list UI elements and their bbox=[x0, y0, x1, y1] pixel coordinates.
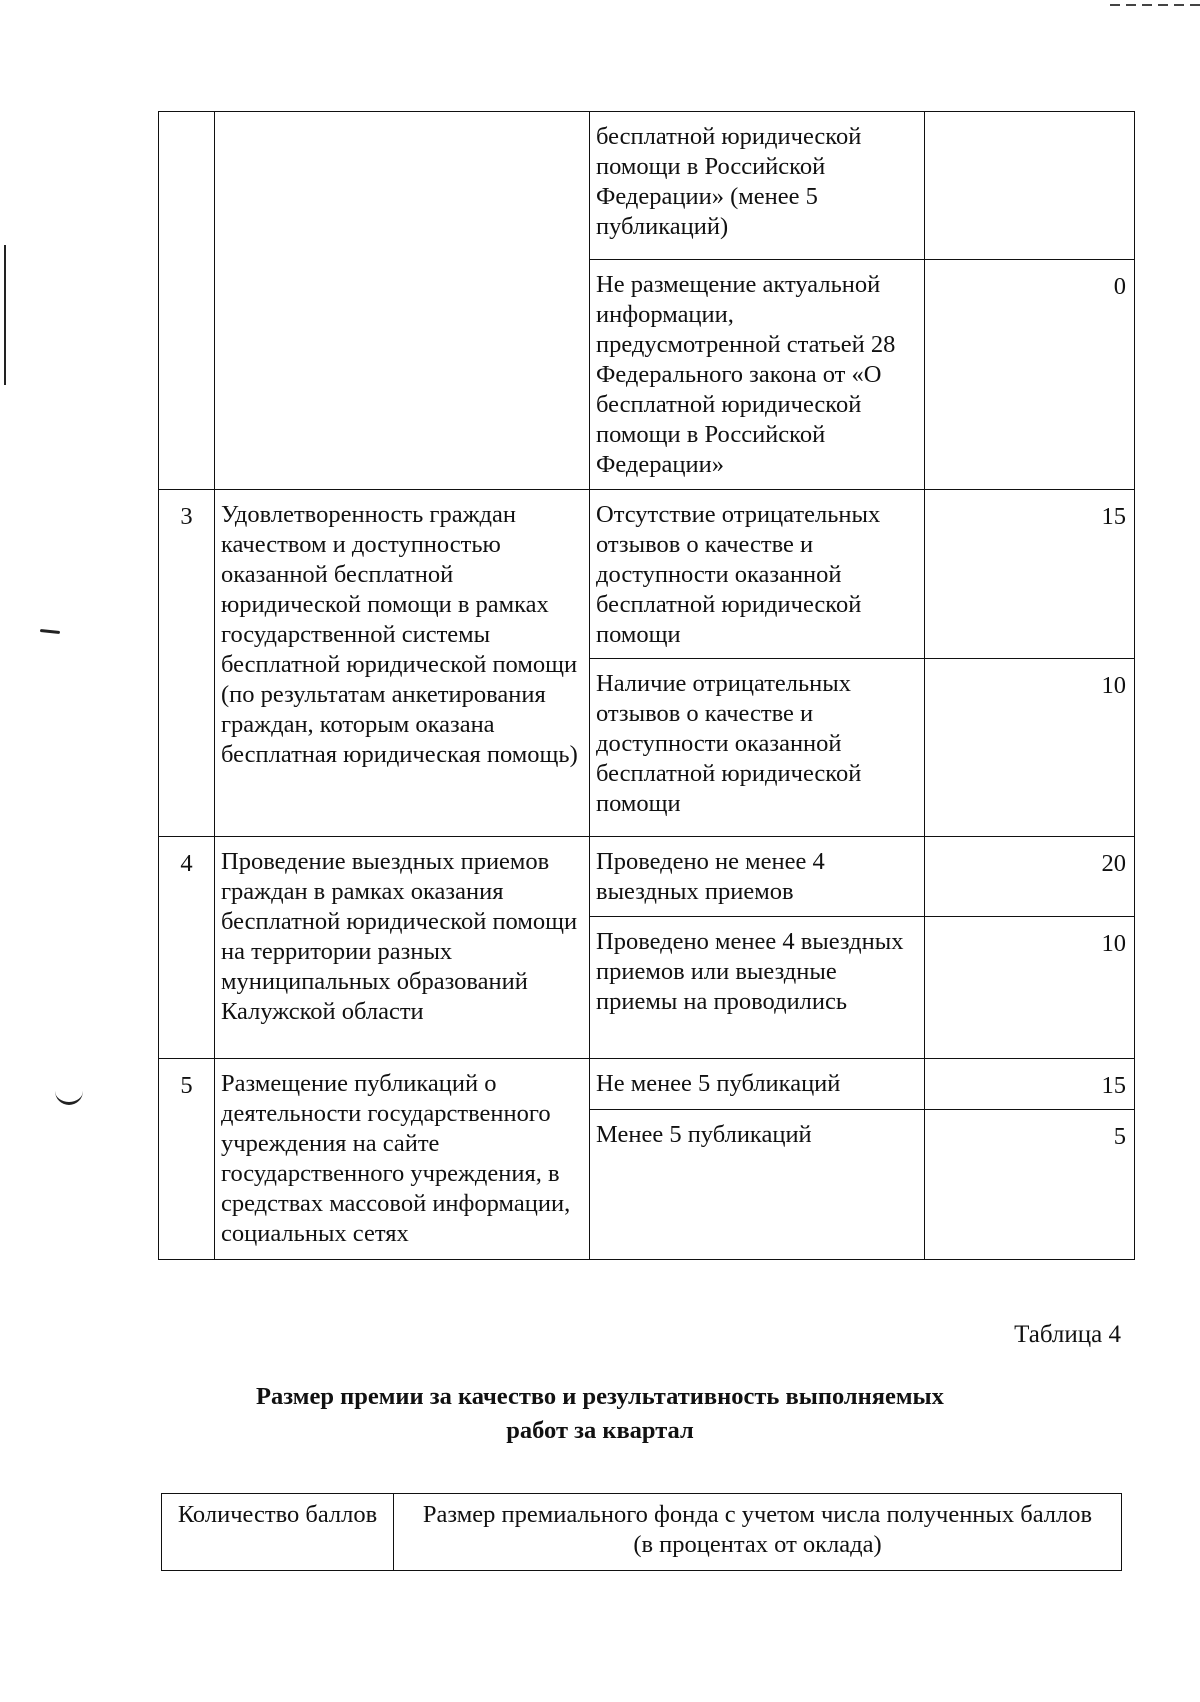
criterion-cell: Удовлетворенность граждан качеством и доступностью оказанной бесплатной юридической помощи в рамках государственной системы бесплатной юридической помощи (по результатам анкетирования граждан, которым оказана бесплатная юридическая помощь) bbox=[215, 490, 590, 837]
table-row bbox=[159, 490, 1135, 659]
score-cell: 15 bbox=[925, 1059, 1135, 1110]
bonus-table bbox=[161, 1493, 1122, 1571]
condition-cell: бесплатной юридической помощи в Российской Федерации» (менее 5 публикаций) bbox=[590, 112, 925, 260]
table-row bbox=[159, 112, 1135, 260]
condition-cell: Не менее 5 публикаций bbox=[590, 1059, 925, 1110]
score-cell: 10 bbox=[925, 659, 1135, 837]
row-number: 4 bbox=[159, 837, 215, 1059]
score-cell: 5 bbox=[925, 1110, 1135, 1260]
row-number: 3 bbox=[159, 490, 215, 837]
column-header-line: Размер премиального фонда с учетом числа полученных баллов bbox=[422, 1501, 1093, 1528]
scan-mark bbox=[1110, 4, 1200, 6]
condition-cell: Менее 5 публикаций bbox=[590, 1110, 925, 1260]
table-row bbox=[159, 1059, 1135, 1110]
table-heading-line: работ за квартал bbox=[506, 1417, 694, 1444]
row-number: 5 bbox=[159, 1059, 215, 1260]
table-label: Таблица 4 bbox=[1014, 1321, 1121, 1348]
criterion-cell: Размещение публикаций о деятельности государственного учреждения на сайте государственного учреждения, в средствах массовой информации, социальных сетях bbox=[215, 1059, 590, 1260]
score-cell: 15 bbox=[925, 490, 1135, 659]
score-cell: 20 bbox=[925, 837, 1135, 917]
scan-mark bbox=[55, 1090, 83, 1105]
table-heading bbox=[150, 1380, 1050, 1448]
column-header-bonus-fund bbox=[394, 1494, 1122, 1571]
condition-cell: Проведено не менее 4 выездных приемов bbox=[590, 837, 925, 917]
table-heading-line: Размер премии за качество и результативность выполняемых bbox=[256, 1383, 944, 1410]
condition-cell: Не размещение актуальной информации, предусмотренной статьей 28 Федерального закона от «О бесплатной юридической помощи в Российской Федерации» bbox=[590, 260, 925, 490]
score-cell bbox=[925, 112, 1135, 260]
column-header-points: Количество баллов bbox=[162, 1494, 394, 1571]
score-cell: 0 bbox=[925, 260, 1135, 490]
table-header-row bbox=[162, 1494, 1122, 1571]
condition-cell: Проведено менее 4 выездных приемов или выездные приемы на проводились bbox=[590, 917, 925, 1059]
scan-mark bbox=[40, 629, 60, 634]
criteria-table bbox=[158, 111, 1135, 1260]
criterion-cell bbox=[215, 112, 590, 490]
scan-mark bbox=[4, 245, 6, 385]
criterion-cell: Проведение выездных приемов граждан в рамках оказания бесплатной юридической помощи на территории разных муниципальных образований Калужской области bbox=[215, 837, 590, 1059]
condition-cell: Наличие отрицательных отзывов о качестве и доступности оказанной бесплатной юридической помощи bbox=[590, 659, 925, 837]
row-number bbox=[159, 112, 215, 490]
score-cell: 10 bbox=[925, 917, 1135, 1059]
table-row bbox=[159, 837, 1135, 917]
column-header-line: (в процентах от оклада) bbox=[633, 1531, 882, 1558]
condition-cell: Отсутствие отрицательных отзывов о качестве и доступности оказанной бесплатной юридической помощи bbox=[590, 490, 925, 659]
